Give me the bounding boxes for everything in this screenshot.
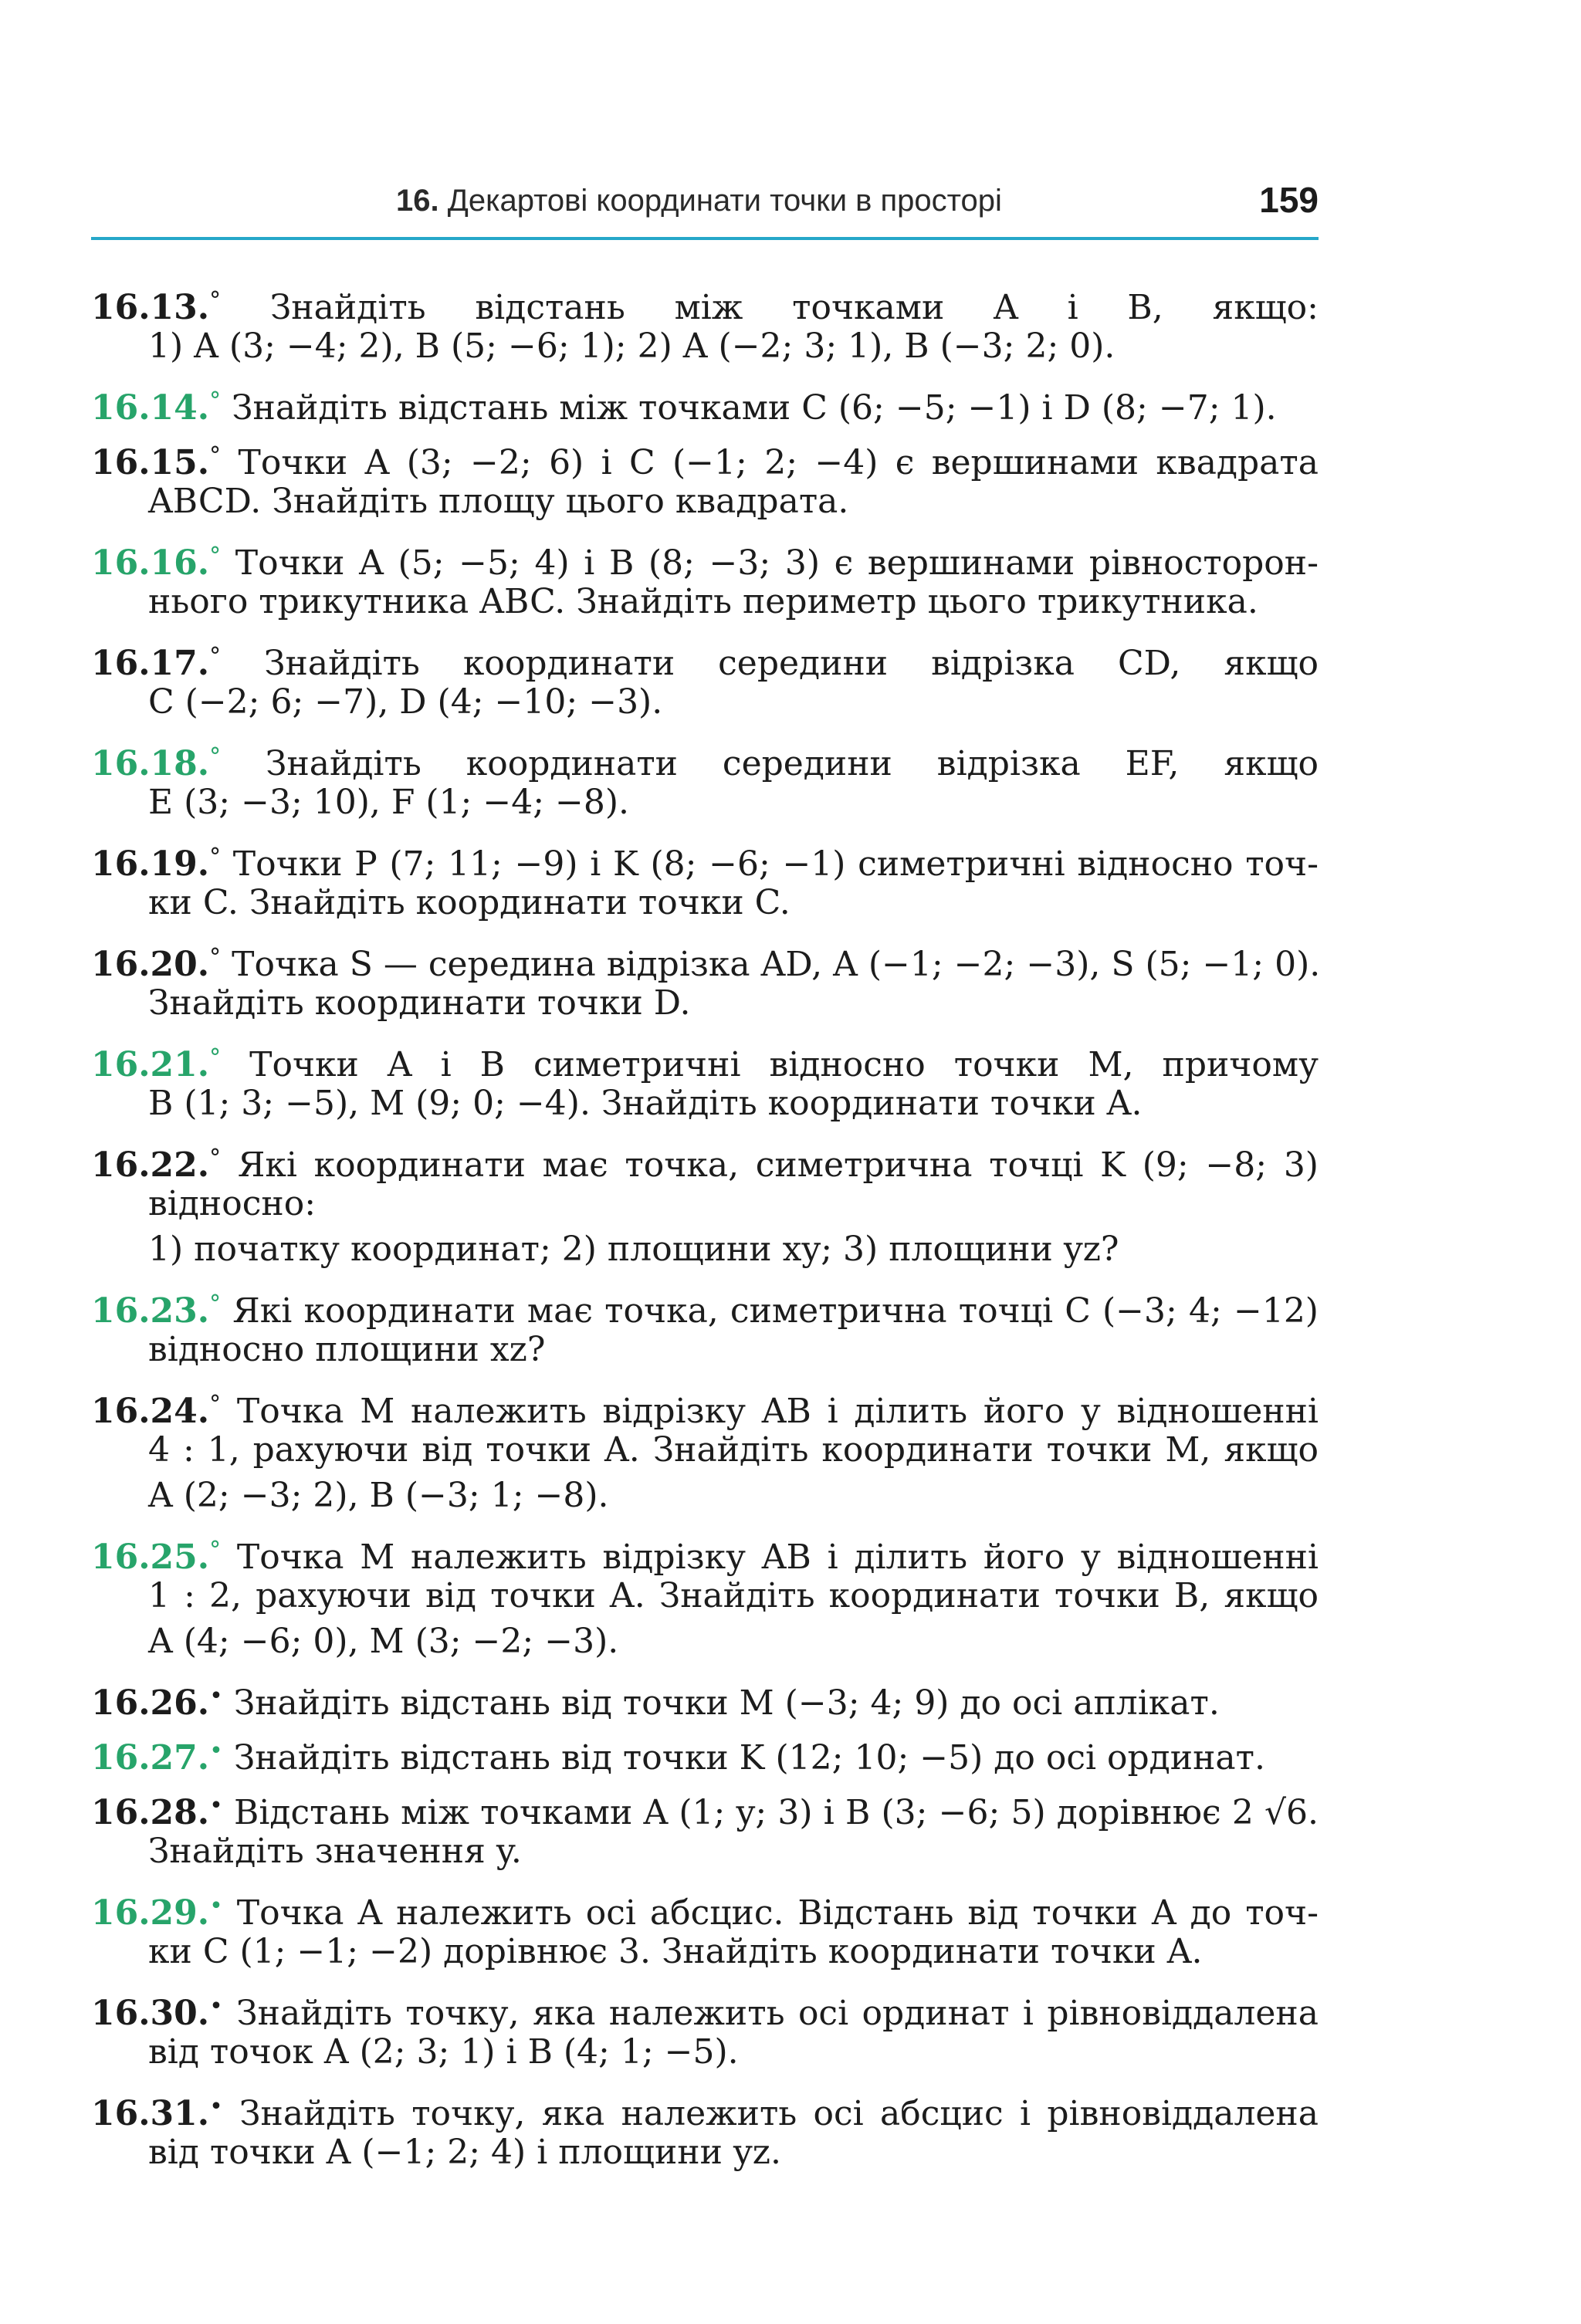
difficulty-mark: • [209,1993,223,2020]
problem-number [91,2094,223,2133]
problem-line [91,1619,1319,1664]
problem-number-text: 16.21. [91,1045,210,1084]
problem-line [91,880,1319,925]
problem-line [91,1382,1319,1431]
problem-line [91,1327,1319,1372]
problem-number [91,443,221,482]
problem-number [91,1291,221,1331]
problem-number [91,644,221,683]
difficulty-mark: ° [209,1537,222,1564]
problem-number [91,1994,223,2033]
problem-16-18 [91,734,1319,825]
problem-number [91,1683,223,1723]
problem-number-text: 16.23. [91,1291,210,1331]
problem-16-27 [91,1728,1319,1778]
problem-number-text: 16.20. [91,945,210,984]
problem-16-26 [91,1673,1319,1723]
problem-number-text: 16.31. [91,2094,210,2133]
problem-16-19 [91,834,1319,925]
problem-16-16 [91,533,1319,624]
problem-line [91,2129,1319,2175]
problem-text: 1) початку координат; 2) площини xy; 3) площини yz? [148,1230,1119,1269]
problem-number [91,744,221,783]
problem-line [91,579,1319,624]
problem-number-text: 16.14. [91,388,210,428]
problem-text: Відстань між точками A (1; y; 3) і B (3; −6; 5) дорівнює 2 √6. [233,1793,1319,1832]
problem-number-text: 16.29. [91,1893,210,1933]
difficulty-mark: ° [209,1391,222,1418]
problem-text: Знайдіть точку, яка належить осі абсцис і рівновіддалена [239,2094,1319,2133]
difficulty-mark: • [209,1683,223,1710]
problem-16-31 [91,2084,1319,2175]
problem-text: B (1; 3; −5), M (9; 0; −4). Знайдіть координати точки A. [148,1084,1143,1123]
problem-text: Знайдіть координати середини відрізка CD, якщо [264,644,1319,683]
problem-16-21 [91,1035,1319,1126]
problem-text: ки C (1; −1; −2) дорівнює 3. Знайдіть координати точки A. [148,1932,1203,1971]
problem-text: Знайдіть відстань від точки M (−3; 4; 9) до осі аплікат. [233,1683,1220,1723]
problem-text: нього трикутника ABC. Знайдіть периметр цього трикутника. [148,582,1258,621]
problem-16-24 [91,1382,1319,1518]
problem-text: ABCD. Знайдіть площу цього квадрата. [148,482,849,521]
problem-text: від точки A (−1; 2; 4) і площини yz. [148,2133,781,2172]
problem-line [91,980,1319,1026]
problem-16-29 [91,1883,1319,1974]
problem-16-17 [91,634,1319,725]
problem-line [91,1929,1319,1974]
difficulty-mark: ° [209,944,222,971]
difficulty-mark: ° [209,387,222,414]
problem-line [91,1828,1319,1874]
problem-number-text: 16.25. [91,1537,210,1577]
problem-line [91,634,1319,683]
header-rule [91,237,1319,240]
difficulty-mark: ° [209,1044,222,1071]
page-number: 159 [1259,180,1319,220]
problem-text: 1) A (3; −4; 2), B (5; −6; 1); 2) A (−2; 3; 1), B (−3; 2; 0). [148,326,1116,366]
section-title-text: Декартові координати точки в просторі [447,184,1002,218]
problem-number-text: 16.26. [91,1683,210,1723]
problem-16-25 [91,1527,1319,1664]
problem-text: відносно: [148,1184,317,1223]
section-title [396,184,1002,218]
problem-line [91,1135,1319,1185]
problem-number-text: 16.22. [91,1145,210,1185]
problem-text: C (−2; 6; −7), D (4; −10; −3). [148,682,663,722]
problem-line [91,1984,1319,2033]
problem-number [91,1537,221,1577]
problem-number [91,388,221,428]
problem-line [91,834,1319,884]
difficulty-mark: • [209,2093,223,2120]
difficulty-mark: • [209,1893,223,1920]
problem-16-20 [91,935,1319,1026]
problem-number-text: 16.28. [91,1793,210,1832]
problem-number [91,288,221,327]
problem-16-14 [91,378,1319,428]
problem-text: від точок A (2; 3; 1) і B (4; 1; −5). [148,2032,739,2072]
problem-text: 4 : 1, рахуючи від точки A. Знайдіть координати точки M, якщо [148,1430,1319,1470]
difficulty-mark: ° [209,287,222,314]
problem-number [91,1145,221,1185]
problem-number [91,1893,223,1933]
problem-line [91,1226,1319,1272]
difficulty-mark: ° [209,844,222,871]
difficulty-mark: • [209,1792,223,1819]
problem-number [91,945,221,984]
problem-line [91,2029,1319,2075]
problem-line [91,1573,1319,1619]
problem-line [91,433,1319,482]
problem-line [91,1427,1319,1473]
problem-text: Які координати має точка, симетрична точці C (−3; 4; −12) [232,1291,1319,1331]
problem-line [91,533,1319,583]
problem-text: 1 : 2, рахуючи від точки A. Знайдіть координати точки B, якщо [148,1576,1319,1615]
problem-line [91,323,1319,369]
problem-16-28 [91,1783,1319,1874]
problem-number-text: 16.19. [91,844,210,884]
problem-text: ки C. Знайдіть координати точки C. [148,883,790,922]
problem-line [91,1783,1319,1832]
problem-number-text: 16.16. [91,543,210,583]
problem-text: Точки A (3; −2; 6) і C (−1; 2; −4) є вершинами квадрата [238,443,1319,482]
problem-number-text: 16.13. [91,288,210,327]
difficulty-mark: • [209,1737,223,1764]
problem-line [91,1673,1319,1723]
problem-text: Точки P (7; 11; −9) і K (8; −6; −1) симетричні відносно точ- [232,844,1319,884]
problem-16-15 [91,433,1319,524]
problem-number [91,1738,223,1778]
page-header [91,178,1319,239]
problem-line [91,1181,1319,1226]
problem-text: Точки A (5; −5; 4) і B (8; −3; 3) є вершинами рівносторон- [235,543,1319,583]
problem-line [91,1035,1319,1084]
problem-16-23 [91,1281,1319,1372]
problem-line [91,679,1319,725]
problem-number-text: 16.24. [91,1392,210,1431]
problem-line [91,1281,1319,1331]
section-number: 16. [396,184,439,218]
problem-line [91,2084,1319,2133]
problem-text: Знайдіть значення y. [148,1832,522,1871]
problem-line [91,780,1319,825]
problem-number-text: 16.30. [91,1994,210,2033]
problem-list [91,278,1319,2184]
problem-number [91,844,221,884]
problem-text: Знайдіть точку, яка належить осі ординат і рівновіддалена [236,1994,1319,2033]
problem-text: Які координати має точка, симетрична точці K (9; −8; 3) [237,1145,1319,1185]
problem-text: відносно площини xz? [148,1330,546,1369]
difficulty-mark: ° [209,643,222,670]
problem-text: Знайдіть відстань від точки K (12; 10; −5) до осі ординат. [233,1738,1265,1778]
problem-text: Точка S — середина відрізка AD, A (−1; −2; −3), S (5; −1; 0). [232,945,1321,984]
problem-line [91,734,1319,783]
problem-number [91,543,221,583]
problem-16-22 [91,1135,1319,1272]
problem-16-30 [91,1984,1319,2075]
problem-line [91,1728,1319,1778]
problem-number [91,1793,223,1832]
problem-text: Знайдіть координати точки D. [148,983,691,1023]
problem-text: Точка M належить відрізку AB і ділить його у відношенні [236,1537,1319,1577]
problem-16-13 [91,278,1319,369]
problem-text: Точки A і B симетричні відносно точки M, причому [249,1045,1319,1084]
problem-text: E (3; −3; 10), F (1; −4; −8). [148,783,630,822]
problem-text: Точка M належить відрізку AB і ділить його у відношенні [236,1392,1319,1431]
problem-text: A (4; −6; 0), M (3; −2; −3). [148,1622,619,1661]
problem-text: Знайдіть відстань між точками C (6; −5; −1) і D (8; −7; 1). [232,388,1277,428]
problem-number-text: 16.18. [91,744,210,783]
problem-number-text: 16.15. [91,443,210,482]
difficulty-mark: ° [209,442,222,469]
problem-text: Знайдіть координати середини відрізка EF, якщо [266,744,1319,783]
problem-text: A (2; −3; 2), B (−3; 1; −8). [148,1476,609,1515]
difficulty-mark: ° [209,543,222,570]
problem-number-text: 16.17. [91,644,210,683]
problem-number [91,1392,221,1431]
problem-line [91,1081,1319,1126]
difficulty-mark: ° [209,743,222,770]
problem-line [91,1883,1319,1933]
problem-text: Знайдіть відстань між точками A і B, якщо: [269,288,1319,327]
problem-line [91,935,1321,984]
problem-text: Точка A належить осі абсцис. Відстань від точки A до точ- [236,1893,1319,1933]
problem-line [91,479,1319,524]
problem-line [91,278,1319,327]
difficulty-mark: ° [209,1145,222,1172]
problem-line [91,1473,1319,1518]
problem-number-text: 16.27. [91,1738,210,1778]
difficulty-mark: ° [209,1291,222,1318]
problem-line [91,378,1319,428]
problem-number [91,1045,221,1084]
problem-line [91,1527,1319,1577]
